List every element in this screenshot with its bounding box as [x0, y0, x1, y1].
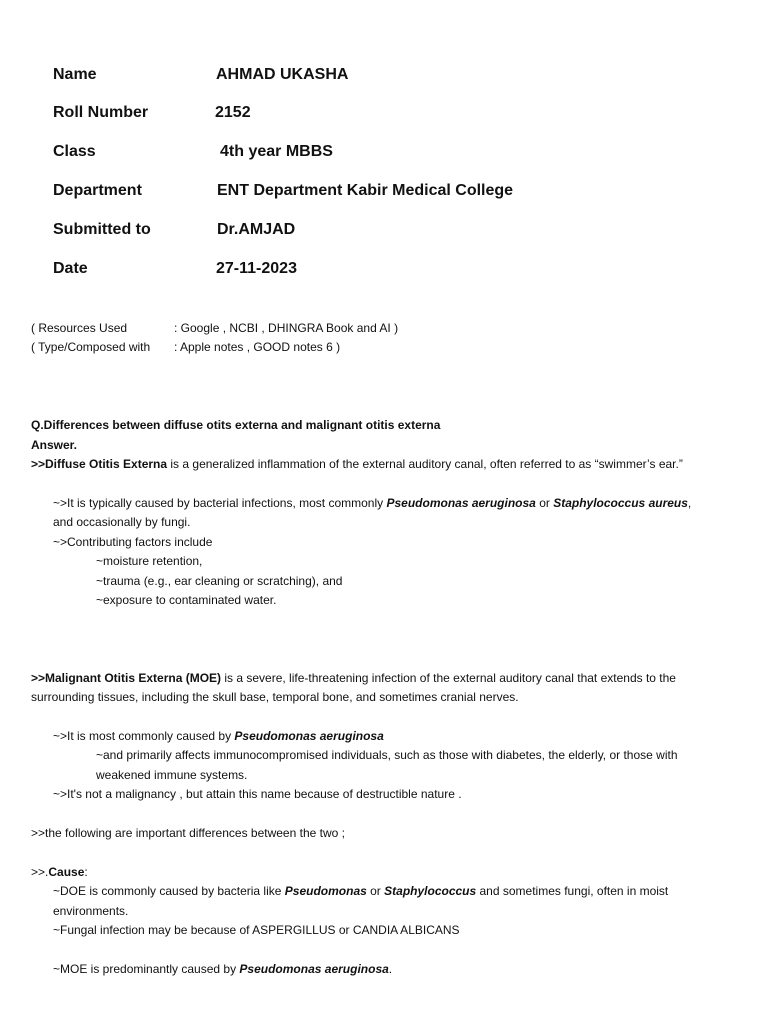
answer-label: Answer. — [31, 438, 78, 452]
cause-doe-text: ~DOE is commonly caused by bacteria like — [53, 884, 285, 898]
class-value: 4th year MBBS — [220, 143, 333, 160]
doe-title: >>Diffuse Otitis Externa — [31, 457, 168, 471]
cause-doe-or: or — [366, 884, 385, 898]
class-label: Class — [53, 143, 96, 160]
organism-staphylococcus: Staphylococcus aureus — [553, 496, 688, 510]
cause-doe-line — [53, 883, 668, 899]
doe-cause-line — [53, 495, 691, 511]
name-label: Name — [53, 66, 97, 83]
question-heading: Q.Differences between diffuse otits externa and malignant otitis externa — [31, 418, 441, 432]
doe-intro: is a generalized inflammation of the external auditory canal, often referred to as “swimmer’s ear.” — [167, 457, 683, 471]
cause-heading-line — [31, 864, 88, 880]
moe-intro-line-2: surrounding tissues, including the skull base, temporal bone, and sometimes cranial nerves. — [31, 690, 519, 704]
cause-fungal-line: ~Fungal infection may be because of ASPERGILLUS or CANDIA ALBICANS — [53, 923, 460, 937]
doe-cause-line-2: and occasionally by fungi. — [53, 515, 191, 529]
cause-moe-period: . — [388, 962, 393, 976]
organism-pseudomonas: Pseudomonas aeruginosa — [239, 962, 389, 976]
cause-doe-line-2: environments. — [53, 904, 129, 918]
moe-title: >>Malignant Otitis Externa (MOE) — [31, 671, 222, 685]
organism-staphylococcus: Staphylococcus — [384, 884, 477, 898]
doe-factor-item: ~moisture retention, — [96, 554, 203, 568]
cause-prefix: >>. — [31, 865, 49, 879]
moe-affects-line-2: weakened immune systems. — [96, 768, 248, 782]
cause-heading: Cause — [48, 865, 85, 879]
moe-paragraph — [31, 670, 676, 686]
resources-value: : Google , NCBI , DHINGRA Book and AI ) — [174, 321, 399, 335]
date-value: 27-11-2023 — [216, 260, 297, 277]
roll-number-value: 2152 — [215, 104, 251, 121]
composed-label: ( Type/Composed with — [31, 340, 151, 354]
organism-pseudomonas: Pseudomonas aeruginosa — [386, 496, 536, 510]
department-value: ENT Department Kabir Medical College — [217, 182, 514, 199]
moe-intro: is a severe, life-threatening infection of the external auditory canal that extends to the — [221, 671, 676, 685]
organism-pseudomonas: Pseudomonas — [284, 884, 367, 898]
moe-not-malignancy: ~>It's not a malignancy , but attain this name because of destructible nature . — [53, 787, 462, 801]
organism-pseudomonas: Pseudomonas aeruginosa — [234, 729, 384, 743]
resources-label: ( Resources Used — [31, 321, 128, 335]
cause-doe-tail: and sometimes fungi, often in moist — [476, 884, 669, 898]
date-label: Date — [53, 260, 88, 277]
doe-cause-comma: , — [687, 496, 692, 510]
cause-moe-text: ~MOE is predominantly caused by — [53, 962, 240, 976]
composed-value: : Apple notes , GOOD notes 6 ) — [174, 340, 341, 354]
doe-cause-text: ~>It is typically caused by bacterial infections, most commonly — [53, 496, 387, 510]
moe-cause-text: ~>It is most commonly caused by — [53, 729, 235, 743]
doe-factor-item: ~trauma (e.g., ear cleaning or scratching), and — [96, 574, 343, 588]
differences-intro: >>the following are important differences between the two ; — [31, 826, 345, 840]
roll-number-label: Roll Number — [53, 104, 149, 121]
moe-affects-line-1: ~and primarily affects immunocompromised individuals, such as those with diabetes, the elderly, or those with — [96, 748, 678, 762]
doe-paragraph — [31, 456, 683, 472]
cause-colon: : — [84, 865, 88, 879]
submitted-to-label: Submitted to — [53, 221, 151, 238]
submitted-to-value: Dr.AMJAD — [217, 221, 296, 238]
moe-cause-line — [53, 728, 384, 744]
department-label: Department — [53, 182, 142, 199]
doe-factors-heading: ~>Contributing factors include — [53, 535, 213, 549]
name-value: AHMAD UKASHA — [216, 66, 349, 83]
doe-factor-item: ~exposure to contaminated water. — [96, 593, 277, 607]
doe-cause-or: or — [535, 496, 554, 510]
cause-moe-line — [53, 961, 392, 977]
